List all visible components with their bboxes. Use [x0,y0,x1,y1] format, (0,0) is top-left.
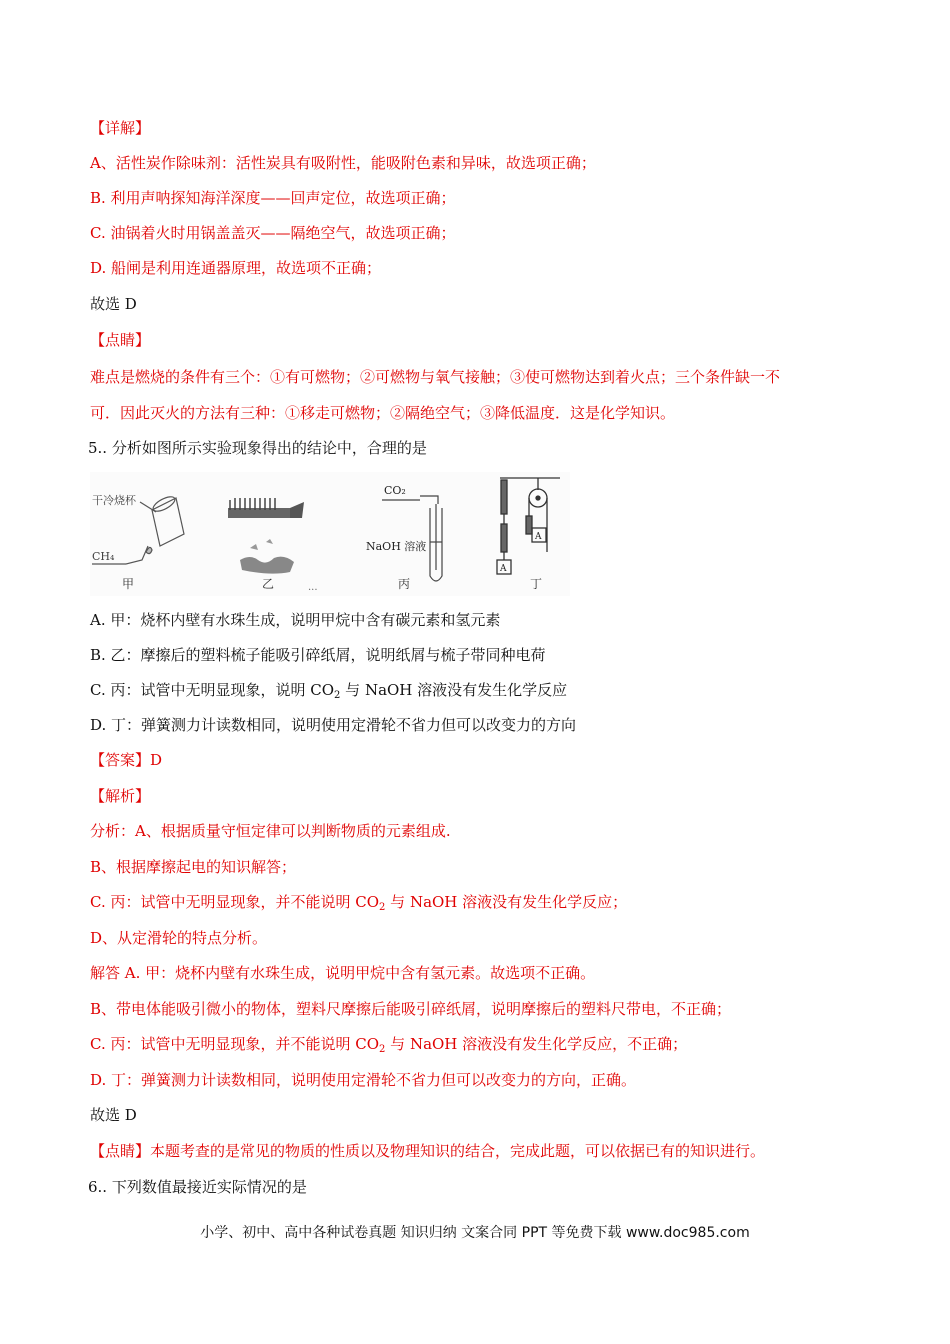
co2-label: CO₂ [384,484,406,497]
detail-line-c: C. 油锅着火时用锅盖盖灭——隔绝空气，故选项正确； [90,224,456,242]
choice-line-q5: 故选 D [90,1106,137,1124]
option-b: B. 乙：摩擦后的塑料梳子能吸引碎纸屑，说明纸屑与梳子带同种电荷 [90,646,546,664]
point-text-2: 可．因此灭火的方法有三种：①移走可燃物；②隔绝空气；③降低温度．这是化学知识。 [90,404,676,422]
detail-line-d: D. 船闸是利用连通器原理，故选项不正确； [90,259,382,277]
analysis-line-4: D、从定滑轮的特点分析。 [90,929,268,947]
yi-label: 乙 [262,577,275,591]
svg-text:...: ... [308,582,318,593]
option-a: A. 甲：烧杯内壁有水珠生成，说明甲烷中含有碳元素和氢元素 [90,611,501,629]
detail-heading: 【详解】 [90,119,151,137]
naoh-label: NaOH 溶液 [366,540,427,553]
analysis-line-1: 分析：A、根据质量守恒定律可以判断物质的元素组成. [90,822,451,840]
option-d: D. 丁：弹簧测力计读数相同，说明使用定滑轮不省力但可以改变力的方向 [90,716,577,734]
page-footer: 小学、初中、高中各种试卷真题 知识归纳 文案合同 PPT 等免费下载 www.doc985.com [200,1225,750,1241]
bing-label: 丙 [398,577,411,591]
answer-line: 【答案】D [90,751,163,769]
analysis-line-2: B、根据摩擦起电的知识解答； [90,858,297,876]
analysis-line-3: C. 丙：试管中无明显现象，并不能说明 $CO_2$ 与 NaOH 溶液没有发生化学反应； [90,893,628,913]
analysis-line-5: 解答 A. 甲：烧杯内壁有水珠生成，说明甲烷中含有氢元素。故选项不正确。 [90,964,596,982]
analysis-heading: 【解析】 [90,787,151,805]
weight-label-left: A [500,564,507,574]
question-5-stem: 5.. 分析如图所示实验现象得出的结论中，合理的是 [88,439,427,457]
ding-label: 丁 [530,577,543,591]
detail-line-b: B. 利用声呐探知海洋深度——回声定位，故选项正确； [90,189,456,207]
experiment-figure [90,472,570,596]
analysis-line-8: D. 丁：弹簧测力计读数相同，说明使用定滑轮不省力但可以改变力的方向，正确。 [90,1071,637,1089]
jia-cup-label: 干冷烧杯 [92,494,136,507]
weight-label-right: A [535,532,542,542]
analysis-line-7: C. 丙：试管中无明显现象，并不能说明 $CO_2$ 与 NaOH 溶液没有发生化学反应，不正确； [90,1035,688,1055]
point-text-1: 难点是燃烧的条件有三个：①有可燃物；②可燃物与氧气接触；③使可燃物达到着火点；三个条件缺一不 [90,368,781,386]
analysis-line-6: B、带电体能吸引微小的物体，塑料尺摩擦后能吸引碎纸屑，说明摩擦后的塑料尺带电，不正确； [90,1000,732,1018]
point-line-q5: 【点睛】本题考查的是常见的物质的性质以及物理知识的结合，完成此题，可以依据已有的知识进行。 [90,1142,766,1160]
question-6-stem: 6.. 下列数值最接近实际情况的是 [88,1178,307,1196]
detail-line-a: A、活性炭作除味剂：活性炭具有吸附性，能吸附色素和异味，故选项正确； [90,154,596,172]
ch4-label: CH₄ [92,550,115,563]
point-heading: 【点睛】 [90,331,151,349]
jia-label: 甲 [122,577,135,591]
option-c: C. 丙：试管中无明显现象，说明 $CO_2$ 与 NaOH 溶液没有发生化学反应 [90,681,568,701]
choice-line: 故选 D [90,295,137,313]
